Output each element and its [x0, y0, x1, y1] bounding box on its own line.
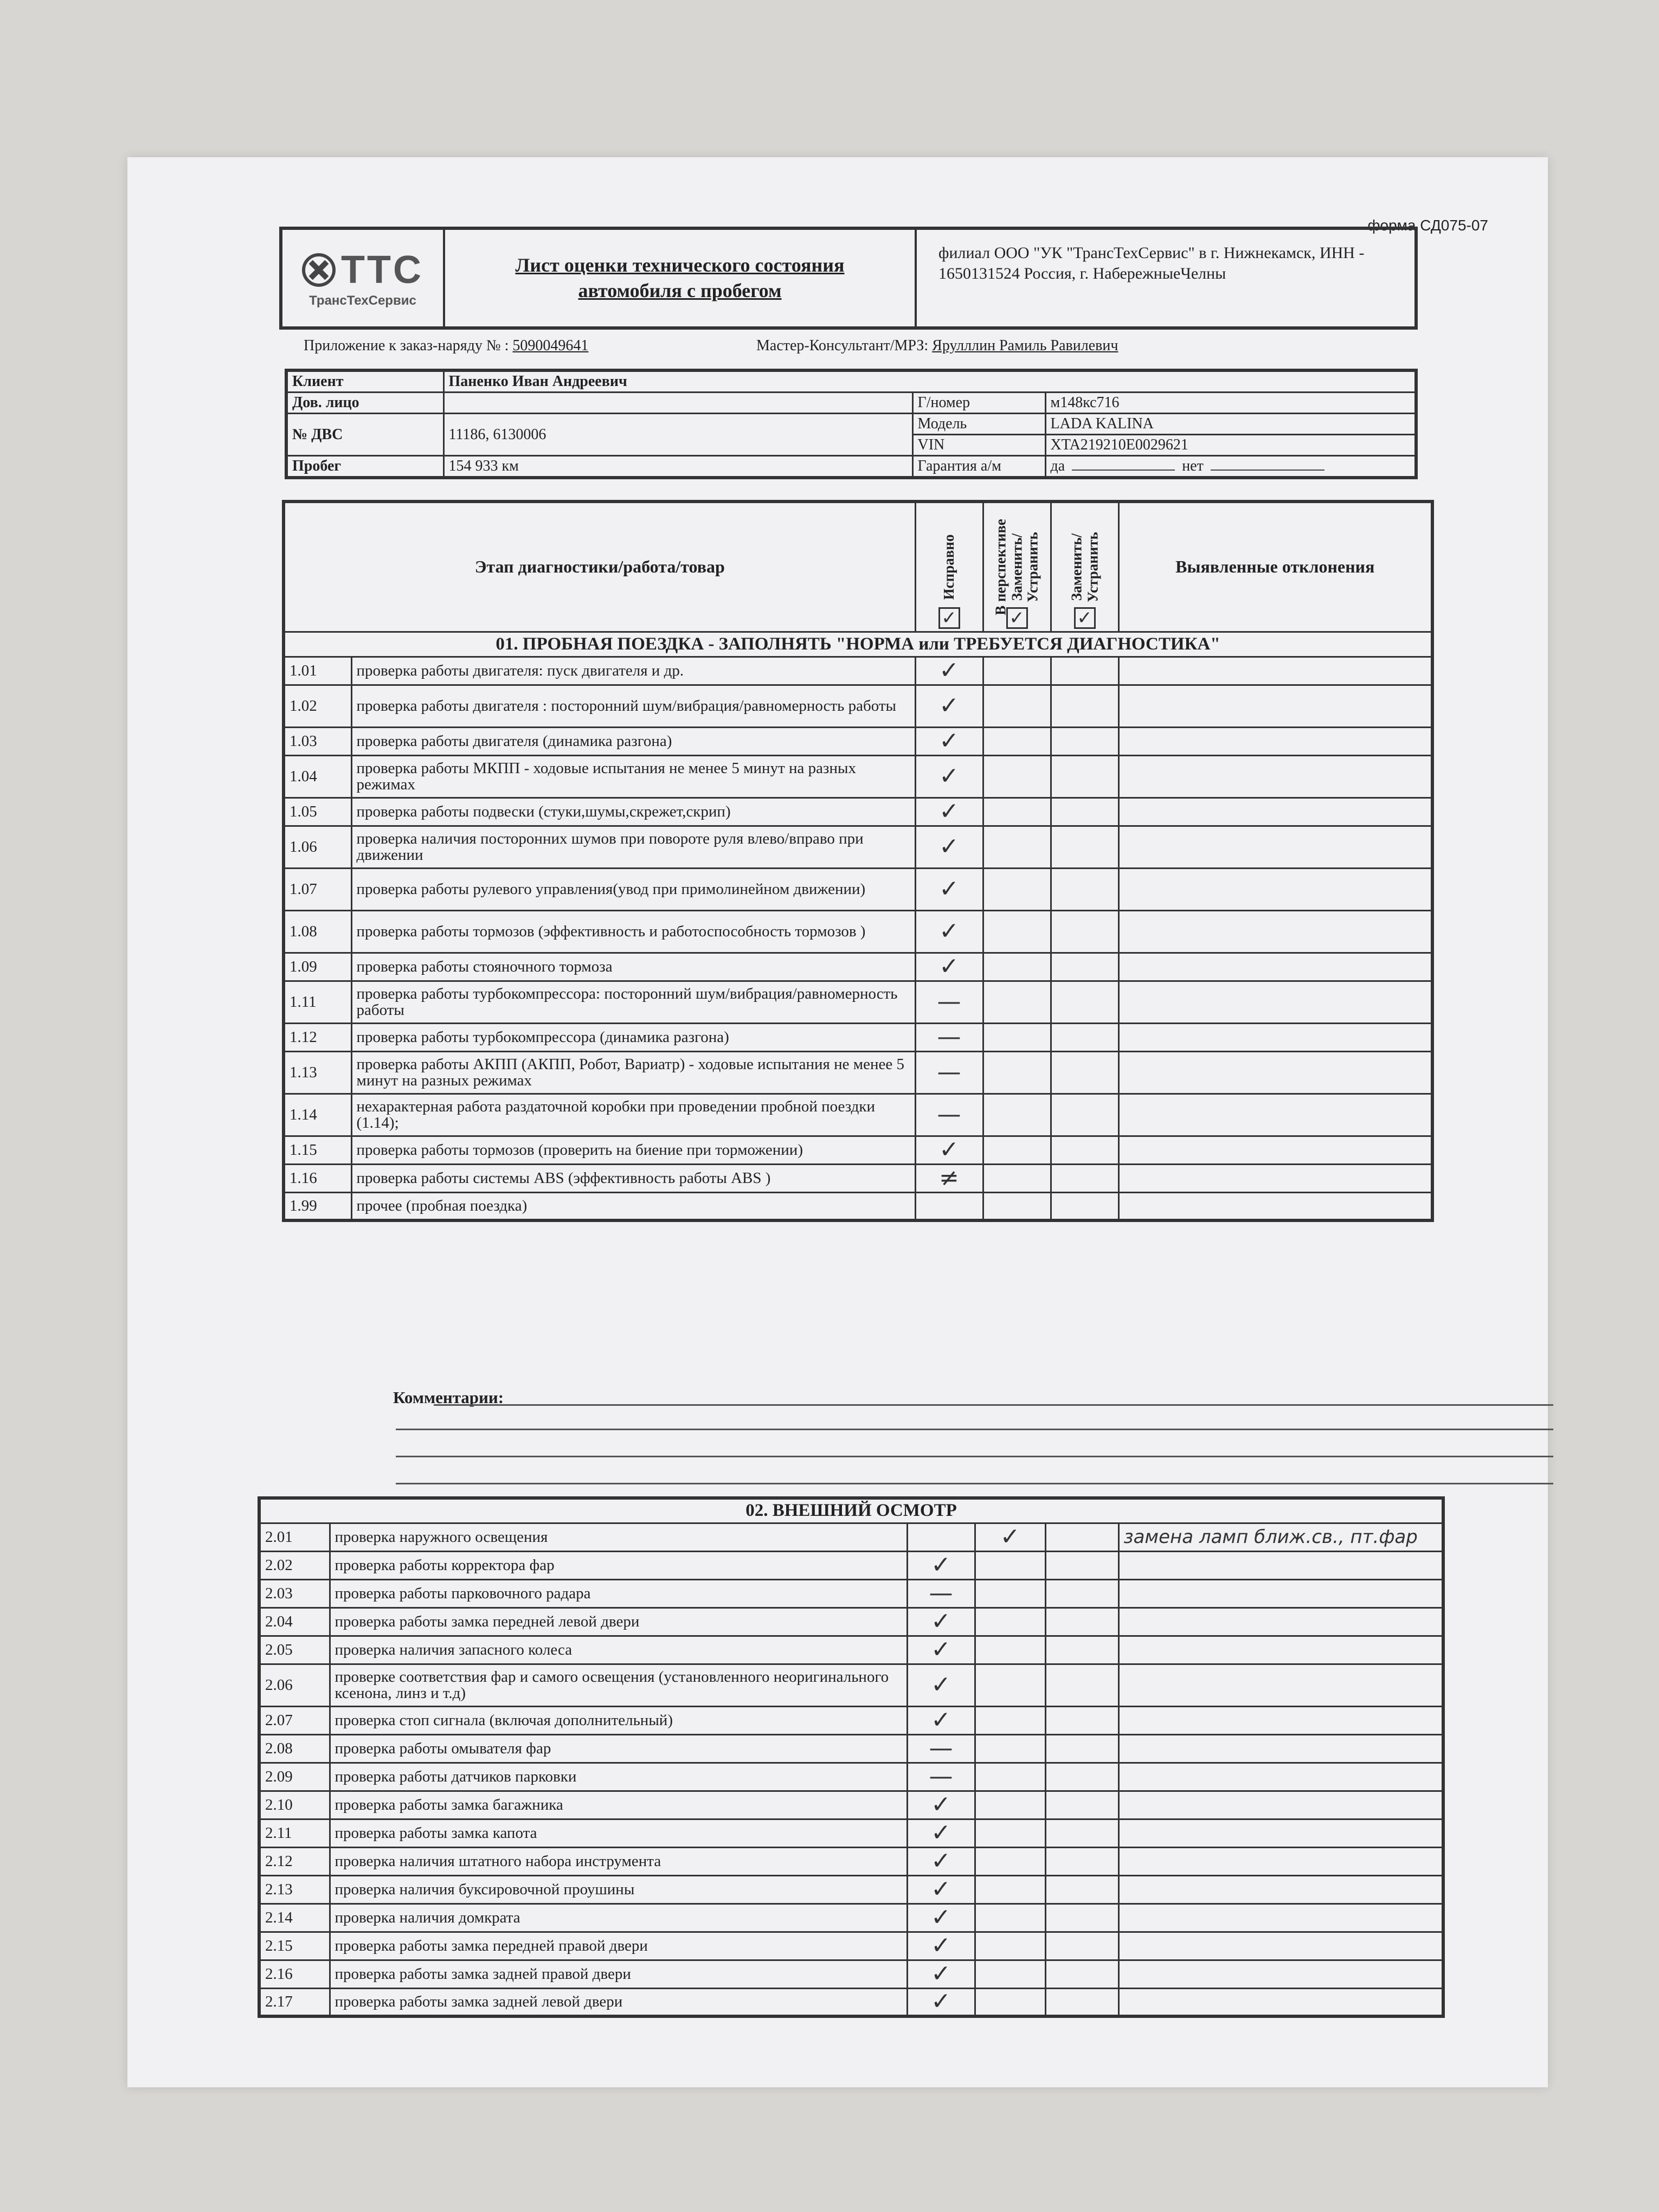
future-mark — [983, 657, 1051, 685]
mileage-value: 154 933 км — [443, 456, 912, 478]
table-row — [284, 868, 1432, 910]
comment-line — [396, 1429, 1553, 1430]
row-description: проверка работы датчиков парковки — [330, 1763, 907, 1791]
replace-mark — [1051, 1094, 1118, 1136]
ok-mark: — — [915, 1023, 983, 1051]
row-description: проверка работы подвески (стуки,шумы,скрежет,скрип) — [351, 798, 915, 826]
future-mark — [975, 1664, 1045, 1706]
vin-label: VIN — [912, 435, 1045, 456]
replace-mark — [1051, 755, 1118, 798]
row-description: проверка работы омывателя фар — [330, 1734, 907, 1763]
row-number: 1.99 — [284, 1192, 351, 1220]
replace-mark — [1045, 1607, 1118, 1636]
ok-mark: ✓ — [915, 657, 983, 685]
table-row — [259, 1819, 1443, 1847]
replace-mark — [1051, 657, 1118, 685]
appendix-line — [304, 337, 588, 355]
table-row — [259, 1706, 1443, 1734]
future-mark — [975, 1636, 1045, 1664]
row-description: проверка работы стояночного тормоза — [351, 953, 915, 981]
vin-value: XTA219210E0029621 — [1045, 435, 1416, 456]
row-number: 1.05 — [284, 798, 351, 826]
warranty-value — [1045, 456, 1416, 478]
replace-mark — [1051, 727, 1118, 755]
header-box — [279, 227, 1418, 330]
replace-mark — [1045, 1791, 1118, 1819]
deviation-note — [1118, 1932, 1443, 1960]
row-description: проверка наружного освещения — [330, 1523, 907, 1551]
replace-mark — [1045, 1847, 1118, 1875]
engine-label: № ДВС — [286, 414, 443, 456]
ok-mark — [907, 1523, 975, 1551]
replace-mark — [1051, 1192, 1118, 1220]
row-number: 2.01 — [259, 1523, 330, 1551]
replace-mark — [1051, 685, 1118, 727]
replace-mark — [1045, 1706, 1118, 1734]
row-number: 2.02 — [259, 1551, 330, 1579]
deviation-note — [1118, 1791, 1443, 1819]
future-mark — [983, 1051, 1051, 1094]
row-number: 1.08 — [284, 910, 351, 953]
row-description: проверка работы турбокомпрессора: посторонний шум/вибрация/равномерность работы — [351, 981, 915, 1023]
future-mark — [975, 1960, 1045, 1988]
logo-emblem-icon — [302, 253, 336, 287]
comment-line — [396, 1483, 1553, 1484]
replace-mark — [1045, 1664, 1118, 1706]
future-mark — [975, 1932, 1045, 1960]
replace-mark — [1051, 1051, 1118, 1094]
replace-mark — [1051, 868, 1118, 910]
future-mark — [983, 798, 1051, 826]
deviation-note — [1118, 1904, 1443, 1932]
ok-mark: ✓ — [907, 1819, 975, 1847]
comment-line — [396, 1456, 1553, 1457]
table-row — [259, 1636, 1443, 1664]
model-label: Модель — [912, 414, 1045, 435]
row-description: проверка работы АКПП (АКПП, Робот, Вариатр) - ходовые испытания не менее 5 минут на разных режимах — [351, 1051, 915, 1094]
table-row — [259, 1847, 1443, 1875]
paper-sheet — [127, 157, 1548, 2087]
row-description: нехарактерная работа раздаточной коробки при проведении пробной поездки (1.14); — [351, 1094, 915, 1136]
deviation-note — [1118, 1136, 1432, 1164]
future-mark — [983, 1023, 1051, 1051]
row-description: проверка работы замка задней правой двери — [330, 1960, 907, 1988]
table-row — [284, 1094, 1432, 1136]
deviation-note — [1118, 826, 1432, 868]
row-number: 1.07 — [284, 868, 351, 910]
row-description: проверка наличия буксировочной проушины — [330, 1875, 907, 1904]
future-mark — [975, 1988, 1045, 2016]
table-row — [259, 1932, 1443, 1960]
row-description: проверке соответствия фар и самого освещения (установленного неоригинального ксенона, линз и т.д) — [330, 1664, 907, 1706]
row-number: 2.12 — [259, 1847, 330, 1875]
deviation-note — [1118, 1819, 1443, 1847]
row-description: проверка работы парковочного радара — [330, 1579, 907, 1607]
logo-text: ТТС — [341, 248, 423, 292]
future-mark — [975, 1706, 1045, 1734]
row-description: проверка работы двигателя: пуск двигателя и др. — [351, 657, 915, 685]
replace-mark — [1045, 1734, 1118, 1763]
vehicle-info-table — [285, 369, 1418, 479]
ok-mark: ✓ — [915, 727, 983, 755]
deviation-note — [1118, 1847, 1443, 1875]
ok-mark: ✓ — [907, 1960, 975, 1988]
replace-mark — [1045, 1819, 1118, 1847]
deviation-note — [1118, 1164, 1432, 1192]
table-row — [284, 1136, 1432, 1164]
exterior-inspection-table — [258, 1496, 1445, 2018]
ok-mark: ≠ — [915, 1164, 983, 1192]
future-mark — [983, 755, 1051, 798]
ok-mark: — — [915, 1051, 983, 1094]
branch-info: филиал ООО "УК "ТрансТехСервис" в г. Нижнекамск, ИНН - 1650131524 Россия, г. НабережныеЧелны — [938, 244, 1365, 282]
table-row — [284, 981, 1432, 1023]
replace-mark — [1045, 1960, 1118, 1988]
table-row — [259, 1551, 1443, 1579]
col-replace: Заменить/ Устранить ✓ — [1051, 501, 1118, 632]
warranty-label: Гарантия а/м — [912, 456, 1045, 478]
row-number: 1.15 — [284, 1136, 351, 1164]
table-row — [259, 1579, 1443, 1607]
row-number: 2.09 — [259, 1763, 330, 1791]
row-description: проверка работы тормозов (проверить на биение при торможении) — [351, 1136, 915, 1164]
deviation-note — [1118, 1051, 1432, 1094]
row-number: 1.16 — [284, 1164, 351, 1192]
replace-mark — [1045, 1875, 1118, 1904]
row-number: 2.07 — [259, 1706, 330, 1734]
row-description: проверка работы турбокомпрессора (динамика разгона) — [351, 1023, 915, 1051]
table-row — [284, 1051, 1432, 1094]
client-value: Паненко Иван Андреевич — [443, 370, 1416, 393]
col-ok: Исправно ✓ — [915, 501, 983, 632]
deviation-note — [1118, 1960, 1443, 1988]
row-description: проверка наличия штатного набора инструмента — [330, 1847, 907, 1875]
row-number: 2.04 — [259, 1607, 330, 1636]
deviation-note — [1118, 1579, 1443, 1607]
deviation-note — [1118, 1607, 1443, 1636]
replace-mark — [1045, 1988, 1118, 2016]
ok-mark: ✓ — [915, 1136, 983, 1164]
ok-mark: ✓ — [907, 1791, 975, 1819]
document-title: Лист оценки технического состояния автомобиля с пробегом — [445, 230, 917, 326]
engine-value: 11186, 6130006 — [443, 414, 912, 456]
deviation-note — [1118, 1192, 1432, 1220]
check-icon: ✓ — [938, 607, 960, 629]
row-number: 1.03 — [284, 727, 351, 755]
ok-mark: ✓ — [907, 1706, 975, 1734]
ok-mark: ✓ — [907, 1551, 975, 1579]
table-row — [284, 1192, 1432, 1220]
appendix-number: 5090049641 — [512, 337, 589, 354]
row-number: 2.08 — [259, 1734, 330, 1763]
replace-mark — [1045, 1523, 1118, 1551]
row-number: 2.05 — [259, 1636, 330, 1664]
replace-mark — [1051, 798, 1118, 826]
ok-mark: ✓ — [915, 868, 983, 910]
deviation-note — [1118, 1988, 1443, 2016]
table-row — [259, 1960, 1443, 1988]
future-mark — [983, 727, 1051, 755]
deviation-note — [1118, 1706, 1443, 1734]
deviation-note — [1118, 1023, 1432, 1051]
row-number: 1.04 — [284, 755, 351, 798]
row-description: проверка наличия посторонних шумов при повороте руля влево/вправо при движении — [351, 826, 915, 868]
deviation-note — [1118, 910, 1432, 953]
ok-mark: ✓ — [907, 1988, 975, 2016]
row-number: 1.11 — [284, 981, 351, 1023]
ok-mark: — — [907, 1579, 975, 1607]
future-mark — [983, 910, 1051, 953]
table-row — [259, 1904, 1443, 1932]
ok-mark — [915, 1192, 983, 1220]
check-icon: ✓ — [1006, 607, 1028, 629]
row-description: проверка работы МКПП - ходовые испытания не менее 5 минут на разных режимах — [351, 755, 915, 798]
table-row — [259, 1875, 1443, 1904]
ok-mark: ✓ — [915, 826, 983, 868]
deviation-note — [1118, 981, 1432, 1023]
row-number: 2.03 — [259, 1579, 330, 1607]
table-row — [259, 1523, 1443, 1551]
future-mark — [983, 1094, 1051, 1136]
replace-mark — [1045, 1904, 1118, 1932]
future-mark — [975, 1607, 1045, 1636]
master-name: Ярулллин Рамиль Равилевич — [932, 337, 1118, 354]
table-row — [259, 1763, 1443, 1791]
future-mark — [983, 826, 1051, 868]
row-number: 2.13 — [259, 1875, 330, 1904]
row-description: проверка работы замка задней левой двери — [330, 1988, 907, 2016]
row-description: проверка наличия запасного колеса — [330, 1636, 907, 1664]
future-mark — [983, 953, 1051, 981]
ok-mark: — — [915, 981, 983, 1023]
table-row — [259, 1791, 1443, 1819]
future-mark — [975, 1791, 1045, 1819]
deviation-note — [1118, 727, 1432, 755]
future-mark — [975, 1551, 1045, 1579]
replace-mark — [1051, 981, 1118, 1023]
ok-mark: ✓ — [907, 1664, 975, 1706]
future-mark — [983, 1192, 1051, 1220]
replace-mark — [1051, 1023, 1118, 1051]
row-description: проверка работы замка передней левой двери — [330, 1607, 907, 1636]
row-number: 1.14 — [284, 1094, 351, 1136]
comments-label: Комментарии: — [393, 1388, 504, 1407]
deviation-note — [1118, 798, 1432, 826]
row-description: проверка работы замка передней правой двери — [330, 1932, 907, 1960]
trust-value — [443, 393, 912, 414]
row-description: проверка наличия домкрата — [330, 1904, 907, 1932]
future-mark — [975, 1847, 1045, 1875]
future-mark — [975, 1819, 1045, 1847]
company-logo — [282, 230, 445, 326]
row-description: проверка работы двигателя : посторонний шум/вибрация/равномерность работы — [351, 685, 915, 727]
row-number: 2.17 — [259, 1988, 330, 2016]
replace-mark — [1045, 1551, 1118, 1579]
col-future: В перспективе Заменить/ Устранить ✓ — [983, 501, 1051, 632]
table-row — [284, 1164, 1432, 1192]
deviation-note — [1118, 1763, 1443, 1791]
plate-label: Г/номер — [912, 393, 1045, 414]
ok-mark: ✓ — [907, 1875, 975, 1904]
trial-drive-table — [282, 500, 1434, 1222]
future-mark — [983, 1164, 1051, 1192]
replace-mark — [1051, 910, 1118, 953]
row-description: проверка работы системы ABS (эффективность работы ABS ) — [351, 1164, 915, 1192]
replace-mark — [1045, 1932, 1118, 1960]
row-description: проверка стоп сигнала (включая дополнительный) — [330, 1706, 907, 1734]
row-number: 2.11 — [259, 1819, 330, 1847]
table-row — [284, 657, 1432, 685]
future-mark — [983, 685, 1051, 727]
deviation-note — [1118, 1636, 1443, 1664]
warranty-yes: да — [1050, 458, 1065, 474]
ok-mark: ✓ — [915, 910, 983, 953]
ok-mark: — — [907, 1763, 975, 1791]
row-description: проверка работы замка багажника — [330, 1791, 907, 1819]
section2-title: 02. ВНЕШНИЙ ОСМОТР — [259, 1498, 1443, 1523]
row-description: прочее (пробная поездка) — [351, 1192, 915, 1220]
future-mark — [975, 1734, 1045, 1763]
master-line — [756, 337, 1118, 355]
ok-mark: — — [915, 1094, 983, 1136]
appendix-label: Приложение к заказ-наряду № : — [304, 337, 509, 354]
row-number: 1.02 — [284, 685, 351, 727]
ok-mark: ✓ — [907, 1904, 975, 1932]
ok-mark: ✓ — [907, 1607, 975, 1636]
model-value: LADA KALINA — [1045, 414, 1416, 435]
future-mark — [975, 1763, 1045, 1791]
table-row — [259, 1734, 1443, 1763]
table-row — [284, 685, 1432, 727]
warranty-no: нет — [1182, 458, 1204, 474]
row-description: проверка работы рулевого управления(увод при примолинейном движении) — [351, 868, 915, 910]
deviation-note — [1118, 685, 1432, 727]
row-number: 2.16 — [259, 1960, 330, 1988]
deviation-note — [1118, 657, 1432, 685]
future-mark: ✓ — [975, 1523, 1045, 1551]
row-description: проверка работы корректора фар — [330, 1551, 907, 1579]
deviation-note — [1118, 953, 1432, 981]
future-mark — [983, 1136, 1051, 1164]
ok-mark: ✓ — [907, 1847, 975, 1875]
deviation-note — [1118, 1664, 1443, 1706]
ok-mark: ✓ — [907, 1932, 975, 1960]
ok-mark: ✓ — [915, 685, 983, 727]
master-label: Мастер-Консультант/МРЗ: — [756, 337, 929, 354]
deviation-note — [1118, 1094, 1432, 1136]
replace-mark — [1051, 1136, 1118, 1164]
table-row — [284, 910, 1432, 953]
row-number: 2.10 — [259, 1791, 330, 1819]
future-mark — [983, 981, 1051, 1023]
check-icon: ✓ — [1074, 607, 1096, 629]
deviation-note — [1118, 1875, 1443, 1904]
table-row — [284, 826, 1432, 868]
col-stage: Этап диагностики/работа/товар — [284, 501, 915, 632]
table-row — [284, 953, 1432, 981]
replace-mark — [1045, 1763, 1118, 1791]
deviation-note — [1118, 755, 1432, 798]
ok-mark: ✓ — [915, 953, 983, 981]
row-description: проверка работы замка капота — [330, 1819, 907, 1847]
replace-mark — [1045, 1579, 1118, 1607]
row-number: 2.06 — [259, 1664, 330, 1706]
form-code: форма СД075-07 — [1367, 217, 1488, 234]
future-mark — [975, 1875, 1045, 1904]
table-row — [259, 1664, 1443, 1706]
deviation-note — [1118, 1734, 1443, 1763]
future-mark — [975, 1579, 1045, 1607]
row-number: 2.15 — [259, 1932, 330, 1960]
table-row — [284, 727, 1432, 755]
trust-label: Дов. лицо — [286, 393, 443, 414]
future-mark — [975, 1904, 1045, 1932]
replace-mark — [1051, 826, 1118, 868]
plate-value: м148кс716 — [1045, 393, 1416, 414]
table-row — [284, 798, 1432, 826]
table-row — [259, 1607, 1443, 1636]
row-number: 1.12 — [284, 1023, 351, 1051]
row-description: проверка работы двигателя (динамика разгона) — [351, 727, 915, 755]
row-description: проверка работы тормозов (эффективность и работоспособность тормозов ) — [351, 910, 915, 953]
comment-line — [434, 1404, 1553, 1406]
replace-mark — [1045, 1636, 1118, 1664]
deviation-note — [1118, 868, 1432, 910]
ok-mark: ✓ — [915, 755, 983, 798]
mileage-label: Пробег — [286, 456, 443, 478]
table-row — [284, 755, 1432, 798]
future-mark — [983, 868, 1051, 910]
row-number: 1.09 — [284, 953, 351, 981]
ok-mark: — — [907, 1734, 975, 1763]
deviation-note — [1118, 1551, 1443, 1579]
table-row — [259, 1988, 1443, 2016]
row-number: 1.13 — [284, 1051, 351, 1094]
replace-mark — [1051, 953, 1118, 981]
ok-mark: ✓ — [915, 798, 983, 826]
table-row — [284, 1023, 1432, 1051]
row-number: 1.01 — [284, 657, 351, 685]
row-number: 1.06 — [284, 826, 351, 868]
col-deviations: Выявленные отклонения — [1118, 501, 1432, 632]
ok-mark: ✓ — [907, 1636, 975, 1664]
logo-subtitle: ТрансТехСервис — [309, 293, 416, 308]
section1-title: 01. ПРОБНАЯ ПОЕЗДКА - ЗАПОЛНЯТЬ "НОРМА или ТРЕБУЕТСЯ ДИАГНОСТИКА" — [284, 632, 1432, 657]
row-number: 2.14 — [259, 1904, 330, 1932]
client-label: Клиент — [286, 370, 443, 393]
deviation-note: замена ламп ближ.св., пт.фар — [1118, 1523, 1443, 1551]
replace-mark — [1051, 1164, 1118, 1192]
